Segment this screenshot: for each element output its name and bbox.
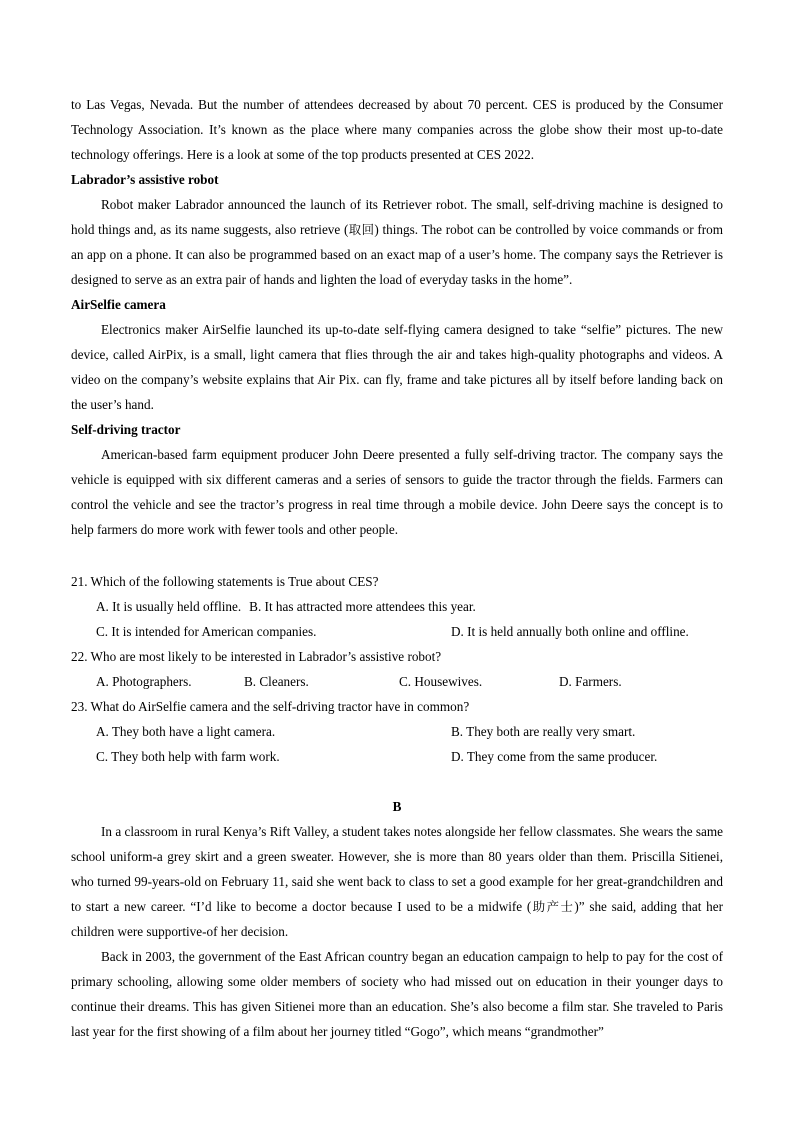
question-21 <box>71 569 723 644</box>
question-23-options-row-2 <box>71 744 723 769</box>
passage-b-heading: B <box>392 799 402 814</box>
spacer-before-passage-b <box>71 769 723 794</box>
passage-b-text-after-gloss: )” she said, adding that her children were supportive-of her decision. <box>71 899 724 939</box>
chinese-gloss-retrieve: 取回 <box>348 222 375 237</box>
labrador-text-after-gloss: ) things. The robot can be controlled by voice commands or from an app on a phone. It can also be programmed based on an exact map of a user’s home. The company says the Retriever is designed to serve as an extra pair of hands and lighten the load of everyday tasks in the home”. <box>71 222 724 287</box>
section-heading-labrador: Labrador’s assistive robot <box>71 172 219 187</box>
question-21-stem: 21. Which of the following statements is True about CES? <box>71 574 379 589</box>
document-body <box>71 92 723 1044</box>
passage-b-text-before-gloss: In a classroom in rural Kenya’s Rift Valley, a student takes notes alongside her fellow classmates. She wears the same school uniform-a grey skirt and a green sweater. However, she is more than 80 years older than them. Priscilla Sitienei, who turned 99-years-old on February 11, said she went back to class to set a good example for her great-grandchildren and to start a new career. “I’d like to become a doctor because I used to be a midwife ( <box>71 824 723 914</box>
section-heading-airselfie: AirSelfie camera <box>71 297 166 312</box>
question-23-option-b[interactable]: B. They both are really very smart. <box>451 724 636 739</box>
question-22-options-row <box>71 669 723 694</box>
question-21-option-d[interactable]: D. It is held annually both online and offline. <box>451 624 689 639</box>
question-23-option-d[interactable]: D. They come from the same producer. <box>451 749 658 764</box>
question-22-option-d[interactable]: D. Farmers. <box>559 674 622 689</box>
spacer-before-questions <box>71 542 723 569</box>
question-22-option-a[interactable]: A. Photographers. <box>96 674 192 689</box>
question-22-option-b[interactable]: B. Cleaners. <box>244 674 309 689</box>
passage-b-paragraph-1 <box>71 819 723 944</box>
question-22-stem: 22. Who are most likely to be interested in Labrador’s assistive robot? <box>71 649 442 664</box>
question-21-options-row-2 <box>71 619 723 644</box>
section-body-airselfie: Electronics maker AirSelfie launched its up-to-date self-flying camera designed to take “selfie” pictures. The new device, called AirPix, is a small, light camera that flies through the air and takes high-quality photographs and videos. A video on the company’s website explains that Air Pix. can fly, frame and take pictures all by itself before landing back on the user’s hand. <box>71 322 723 412</box>
question-23-option-a[interactable]: A. They both have a light camera. <box>96 724 276 739</box>
chinese-gloss-midwife: 助产士 <box>531 899 575 914</box>
question-21-option-c[interactable]: C. It is intended for American companies. <box>96 624 317 639</box>
passage-a-intro-paragraph: to Las Vegas, Nevada. But the number of attendees decreased by about 70 percent. CES is produced by the Consumer Technology Association. It’s known as the place where many companies across the globe show their most up-to-date technology offerings. Here is a look at some of the top products presented at CES 2022. <box>71 97 723 162</box>
question-21-option-b[interactable]: B. It has attracted more attendees this year. <box>249 599 476 614</box>
question-23-options-row-1 <box>71 719 723 744</box>
section-body-tractor: American-based farm equipment producer John Deere presented a fully self-driving tractor. The company says the vehicle is equipped with six different cameras and a series of sensors to guide the tractor through the fields. Farmers can control the vehicle and see the tractor’s progress in real time through a mobile device. John Deere says the concept is to help farmers do more work with fewer tools and other people. <box>71 447 723 537</box>
section-body-labrador <box>71 192 723 292</box>
question-21-option-a[interactable]: A. It is usually held offline. <box>96 599 242 614</box>
question-22 <box>71 644 723 694</box>
question-22-option-c[interactable]: C. Housewives. <box>399 674 483 689</box>
question-23-stem: 23. What do AirSelfie camera and the self-driving tractor have in common? <box>71 699 470 714</box>
passage-b-paragraph-2: Back in 2003, the government of the East African country began an education campaign to help to pay for the cost of primary schooling, allowing some older members of society who had missed out on education in their younger days to continue their dreams. This has given Sitienei more than an education. She’s also become a film star. She traveled to Paris last year for the first showing of a film about her journey titled “Gogo”, which means “grandmother” <box>71 949 723 1039</box>
question-23-option-c[interactable]: C. They both help with farm work. <box>96 749 280 764</box>
question-23 <box>71 694 723 769</box>
labrador-text-before-gloss: Robot maker Labrador announced the launch of its Retriever robot. The small, self-driving machine is designed to hold things and, as its name suggests, also retrieve ( <box>71 197 723 237</box>
section-heading-tractor: Self-driving tractor <box>71 422 181 437</box>
question-21-options-row-1 <box>71 594 723 619</box>
